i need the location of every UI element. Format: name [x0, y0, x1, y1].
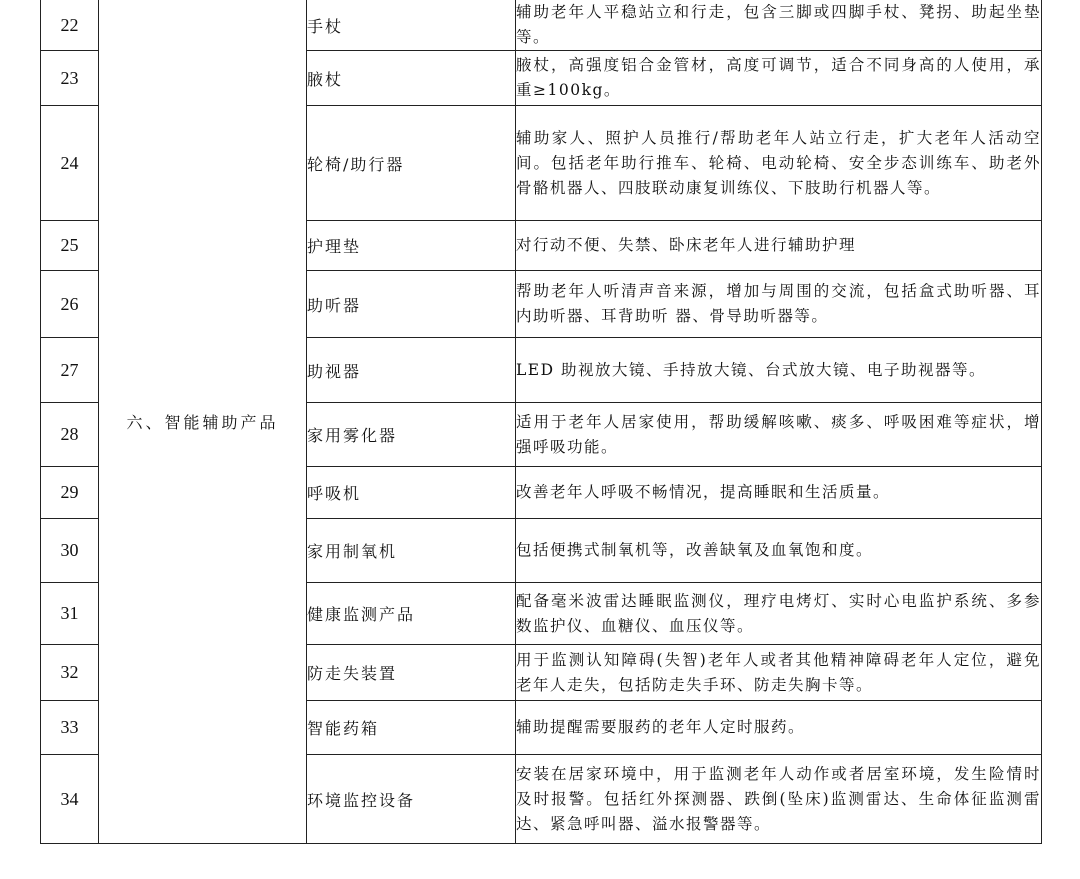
- product-description: 对行动不便、失禁、卧床老年人进行辅助护理: [516, 221, 1042, 271]
- row-number: 23: [41, 51, 99, 106]
- row-number: 22: [41, 0, 99, 51]
- product-name: 轮椅/助行器: [307, 106, 516, 221]
- product-description: 配备毫米波雷达睡眠监测仪，理疗电烤灯、实时心电监护系统、多参数监护仪、血糖仪、血压仪等。: [516, 583, 1042, 645]
- product-description: 辅助家人、照护人员推行/帮助老年人站立行走，扩大老年人活动空间。包括老年助行推车、轮椅、电动轮椅、安全步态训练车、助老外骨骼机器人、四肢联动康复训练仪、下肢助行机器人等。: [516, 106, 1042, 221]
- row-number: 28: [41, 403, 99, 467]
- product-name: 护理垫: [307, 221, 516, 271]
- row-number: 33: [41, 701, 99, 755]
- product-name: 健康监测产品: [307, 583, 516, 645]
- row-number: 27: [41, 338, 99, 403]
- product-name: 智能药箱: [307, 701, 516, 755]
- product-name: 环境监控设备: [307, 755, 516, 844]
- product-description: 帮助老年人听清声音来源，增加与周围的交流，包括盒式助听器、耳内助听器、耳背助听 器、骨导助听器等。: [516, 271, 1042, 338]
- product-description: 适用于老年人居家使用，帮助缓解咳嗽、痰多、呼吸困难等症状，增强呼吸功能。: [516, 403, 1042, 467]
- product-table-body: [41, 0, 1042, 844]
- row-number: 29: [41, 467, 99, 519]
- product-description: 腋杖，高强度铝合金管材，高度可调节，适合不同身高的人使用，承重≥100kg。: [516, 51, 1042, 106]
- row-number: 30: [41, 519, 99, 583]
- product-description: 辅助提醒需要服药的老年人定时服药。: [516, 701, 1042, 755]
- row-number: 34: [41, 755, 99, 844]
- row-number: 25: [41, 221, 99, 271]
- product-name: 防走失装置: [307, 645, 516, 701]
- product-description: LED 助视放大镜、手持放大镜、台式放大镜、电子助视器等。: [516, 338, 1042, 403]
- product-name: 家用制氧机: [307, 519, 516, 583]
- product-description: 辅助老年人平稳站立和行走，包含三脚或四脚手杖、凳拐、助起坐垫等。: [516, 0, 1042, 51]
- row-number: 24: [41, 106, 99, 221]
- product-description: 安装在居家环境中，用于监测老年人动作或者居室环境，发生险情时及时报警。包括红外探测器、跌倒(坠床)监测雷达、生命体征监测雷达、紧急呼叫器、溢水报警器等。: [516, 755, 1042, 844]
- product-description: 改善老年人呼吸不畅情况，提高睡眠和生活质量。: [516, 467, 1042, 519]
- product-name: 呼吸机: [307, 467, 516, 519]
- row-number: 31: [41, 583, 99, 645]
- product-table: [40, 0, 1042, 844]
- row-number: 32: [41, 645, 99, 701]
- product-name: 家用雾化器: [307, 403, 516, 467]
- product-name: 手杖: [307, 0, 516, 51]
- table-row: [41, 0, 1042, 51]
- product-name: 助视器: [307, 338, 516, 403]
- product-name: 腋杖: [307, 51, 516, 106]
- product-description: 包括便携式制氧机等，改善缺氧及血氧饱和度。: [516, 519, 1042, 583]
- product-description: 用于监测认知障碍(失智)老年人或者其他精神障碍老年人定位，避免老年人走失，包括防走失手环、防走失胸卡等。: [516, 645, 1042, 701]
- product-name: 助听器: [307, 271, 516, 338]
- category-cell: 六、智能辅助产品: [99, 0, 307, 844]
- row-number: 26: [41, 271, 99, 338]
